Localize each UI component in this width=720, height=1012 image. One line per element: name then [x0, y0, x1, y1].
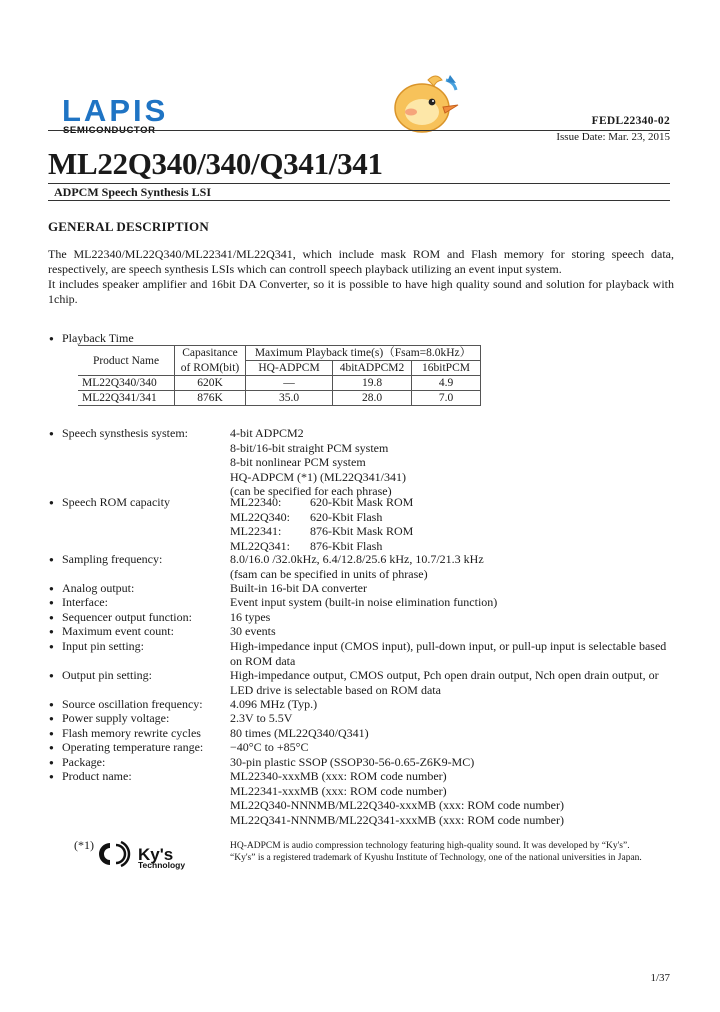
table-row [78, 376, 481, 391]
bullet-icon: ● [49, 671, 54, 680]
header-hq-adpcm: HQ-ADPCM [246, 361, 333, 376]
header-max-playback: Maximum Playback time(s)（Fsam=8.0kHz） [246, 346, 481, 361]
page-number: 1/37 [650, 972, 670, 984]
footnote-line: HQ-ADPCM is audio compression technology featuring high-quality sound. It was developed by “Ky's”. [230, 841, 630, 851]
bullet-icon: ● [49, 743, 54, 752]
spec-label-sampling: Sampling frequency: [62, 552, 163, 566]
spec-label-power: Power supply voltage: [62, 711, 170, 725]
rom-part: ML22341: [230, 524, 282, 538]
rom-value-list [310, 495, 413, 553]
spec-line: HQ-ADPCM (*1) (ML22Q341/341) [230, 469, 406, 484]
table-row [78, 391, 481, 406]
spec-line: 8-bit nonlinear PCM system [230, 455, 366, 469]
bullet-icon: ● [49, 498, 54, 507]
spec-value-analog: Built-in 16-bit DA converter [230, 581, 367, 595]
header-capacitance-2: of ROM(bit) [175, 361, 246, 376]
header-adpcm2: 4bitADPCM2 [333, 361, 412, 376]
header-capacitance: Capasitance [175, 346, 246, 361]
spec-value-oscillation: 4.096 MHz (Typ.) [230, 697, 318, 711]
spec-value-input-pin [230, 639, 666, 668]
bullet-icon: ● [49, 714, 54, 723]
spec-value-flash-cycles: 80 times (ML22Q340/Q341) [230, 726, 369, 740]
cell-rom: 876K [175, 391, 246, 406]
cell-product: ML22Q341/341 [78, 391, 175, 406]
bullet-icon: ● [49, 555, 54, 564]
bullet-icon: ● [49, 429, 54, 438]
spec-value-product-name [230, 769, 564, 827]
general-description [48, 247, 674, 307]
cell-pcm: 7.0 [412, 391, 481, 406]
bullet-icon: ● [49, 729, 54, 738]
spec-label-input-pin: Input pin setting: [62, 639, 144, 653]
spec-label-temperature: Operating temperature range: [62, 740, 204, 754]
cell-rom: 620K [175, 376, 246, 391]
bullet-icon: ● [49, 758, 54, 767]
bullet-icon: ● [49, 613, 54, 622]
spec-line: ML22341-xxxMB (xxx: ROM code number) [230, 783, 447, 798]
spec-line: LED drive is selectable based on ROM data [230, 682, 441, 697]
cell-product: ML22Q340/340 [78, 376, 175, 391]
spec-label-interface: Interface: [62, 595, 108, 609]
bullet-icon: ● [49, 598, 54, 607]
spec-value-sequencer: 16 types [230, 610, 271, 624]
rom-part-list [230, 495, 290, 553]
issue-date: Issue Date: Mar. 23, 2015 [556, 131, 670, 143]
title-divider [48, 183, 670, 184]
cell-adpcm2: 19.8 [333, 376, 412, 391]
lapis-logo-sub: SEMICONDUCTOR [63, 125, 156, 136]
cell-hq: — [246, 376, 333, 391]
spec-line: 8-bit/16-bit straight PCM system [230, 440, 389, 455]
header-pcm: 16bitPCM [412, 361, 481, 376]
spec-label-sequencer: Sequencer output function: [62, 610, 192, 624]
document-number: FEDL22340-02 [591, 115, 670, 127]
rom-part: ML22340: [230, 495, 282, 509]
bullet-icon: ● [49, 334, 54, 343]
spec-label-rom-capacity: Speech ROM capacity [62, 495, 170, 509]
spec-label-speech-system: Speech synsthesis system: [62, 426, 188, 440]
bullet-icon: ● [49, 700, 54, 709]
kys-logo-sub: Technology [138, 860, 186, 870]
spec-value-sampling [230, 552, 484, 581]
spec-value-interface: Event input system (built-in noise elimination function) [230, 595, 498, 609]
footnote-line: “Ky's” is a registered trademark of Kyushu Institute of Technology, one of the national universities in Japan. [230, 853, 642, 863]
rom-value: 620-Kbit Mask ROM [310, 495, 414, 509]
spec-line: (can be specified for each phrase) [230, 484, 392, 498]
section-title: GENERAL DESCRIPTION [48, 219, 209, 234]
spec-value-output-pin [230, 668, 659, 697]
spec-value-package: 30-pin plastic SSOP (SSOP30-56-0.65-Z6K9-MC) [230, 755, 475, 769]
footnote-mark: (*1) [74, 838, 94, 852]
spec-value-max-event: 30 events [230, 624, 276, 638]
rom-part: ML22Q340: [230, 509, 290, 524]
spec-value-temperature: −40°C to +85°C [230, 740, 309, 754]
spec-label-output-pin: Output pin setting: [62, 668, 152, 682]
spec-label-analog: Analog output: [62, 581, 135, 595]
subtitle-divider [48, 200, 670, 201]
bullet-icon: ● [49, 584, 54, 593]
description-paragraph: The ML22340/ML22Q340/ML22341/ML22Q341, which include mask ROM and Flash memory for storing speech data, respectively, are speech synthesis LSIs which can controll speech playback utilizing an event input system. [48, 247, 674, 276]
playback-label: Playback Time [62, 331, 134, 345]
spec-line: High-impedance input (CMOS input), pull-down input, or pull-up input is selectable based [230, 639, 667, 653]
rom-part: ML22Q341: [230, 538, 290, 553]
cell-hq: 35.0 [246, 391, 333, 406]
spec-value-power: 2.3V to 5.5V [230, 711, 293, 725]
page-title: ML22Q340/340/Q341/341 [48, 146, 383, 181]
bullet-icon: ● [49, 772, 54, 781]
rom-value: 876-Kbit Flash [310, 538, 383, 553]
spec-value-speech-system [230, 426, 406, 499]
lapis-logo: LAPIS [62, 93, 169, 128]
spec-label-product-name: Product name: [62, 769, 132, 783]
kys-logo-text: Ky's [138, 845, 174, 864]
spec-line: 8.0/16.0 /32.0kHz, 6.4/12.8/25.6 kHz, 10.7/21.3 kHz [230, 552, 484, 566]
spec-line: 4-bit ADPCM2 [230, 426, 304, 440]
spec-line: ML22Q340-NNNMB/ML22Q340-xxxMB (xxx: ROM code number) [230, 798, 564, 812]
spec-label-max-event: Maximum event count: [62, 624, 174, 638]
spec-line: (fsam can be specified in units of phrase) [230, 566, 428, 581]
spec-label-oscillation: Source oscillation frequency: [62, 697, 203, 711]
spec-label-flash-cycles: Flash memory rewrite cycles [62, 726, 201, 740]
spec-label-package: Package: [62, 755, 106, 769]
header-product: Product Name [78, 346, 175, 376]
cell-pcm: 4.9 [412, 376, 481, 391]
bullet-icon: ● [49, 627, 54, 636]
rom-value: 620-Kbit Flash [310, 509, 383, 524]
spec-line: High-impedance output, CMOS output, Pch open drain output, Nch open drain output, or [230, 668, 659, 682]
spec-line: ML22Q341-NNNMB/ML22Q341-xxxMB (xxx: ROM code number) [230, 812, 564, 827]
rom-value: 876-Kbit Mask ROM [310, 524, 414, 538]
description-paragraph: It includes speaker amplifier and 16bit DA Converter, so it is possible to have high quality sound and solution for playback with 1chip. [48, 277, 674, 306]
mascot-chick-icon [388, 72, 464, 134]
kys-logo-icon [96, 840, 136, 868]
bullet-icon: ● [49, 642, 54, 651]
playback-time-table [78, 345, 481, 406]
spec-line: on ROM data [230, 653, 296, 668]
page-subtitle: ADPCM Speech Synthesis LSI [54, 185, 212, 199]
cell-adpcm2: 28.0 [333, 391, 412, 406]
spec-line: ML22340-xxxMB (xxx: ROM code number) [230, 769, 447, 783]
